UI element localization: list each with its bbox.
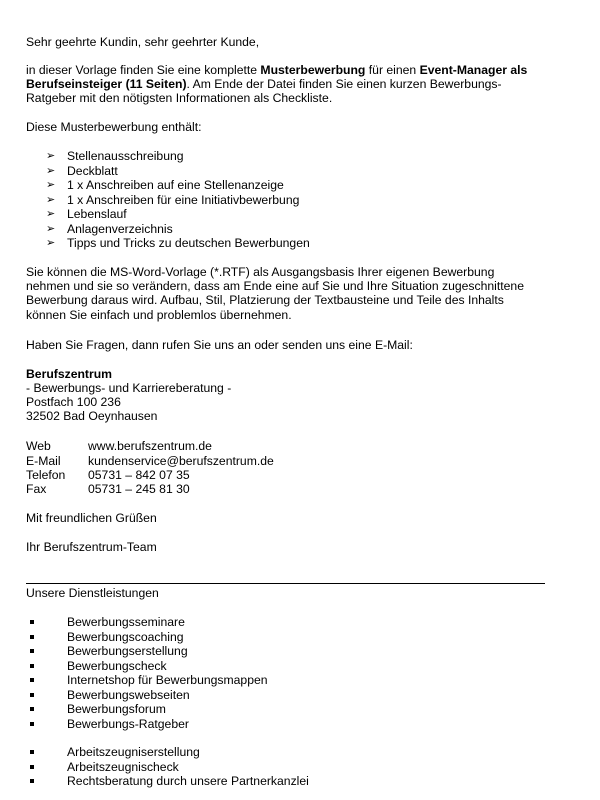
list-item: ➢ Tipps und Tricks zu deutschen Bewerbungen bbox=[46, 236, 310, 250]
square-bullet-icon bbox=[30, 635, 34, 639]
list-item: Bewerbungserstellung bbox=[46, 644, 268, 659]
city: 32502 Bad Oeynhausen bbox=[26, 409, 158, 423]
intro-text-1: in dieser Vorlage finden Sie eine komplette bbox=[26, 63, 261, 77]
square-bullet-icon bbox=[30, 693, 34, 697]
list-item: Bewerbungscoaching bbox=[46, 630, 268, 645]
web-link[interactable]: www.berufszentrum.de bbox=[88, 439, 212, 453]
usage-line-2: nehmen und sie so verändern, dass am Ende eine auf Sie und Ihre Situation zugeschnittene bbox=[26, 279, 524, 293]
list-item: ➢ Lebenslauf bbox=[46, 207, 127, 221]
list-item: Bewerbungsseminare bbox=[46, 615, 268, 630]
arrow-bullet-icon: ➢ bbox=[46, 237, 56, 249]
usage-line-4: können Sie einfach und problemlos übernehmen. bbox=[26, 308, 292, 322]
square-bullet-icon bbox=[30, 678, 34, 682]
contact-label: Fax bbox=[26, 482, 47, 496]
fax-number: 05731 – 245 81 30 bbox=[88, 482, 190, 496]
company-name: Berufszentrum bbox=[26, 367, 113, 381]
list-item: Rechtsberatung durch unsere Partnerkanzlei bbox=[46, 774, 309, 789]
list-item: ➢ 1 x Anschreiben auf eine Stellenanzeige bbox=[46, 178, 284, 192]
divider bbox=[26, 583, 545, 584]
list-item: Bewerbungsforum bbox=[46, 702, 268, 717]
services-list-2 bbox=[46, 745, 309, 789]
square-bullet-icon bbox=[30, 765, 34, 769]
intro-bold-berufseinsteiger: Berufseinsteiger (11 Seiten) bbox=[26, 77, 187, 91]
list-item: ➢ 1 x Anschreiben für eine Initiativbewerbung bbox=[46, 192, 300, 207]
contact-phone bbox=[26, 468, 190, 482]
arrow-bullet-icon: ➢ bbox=[46, 193, 56, 206]
list-item: Arbeitszeugniserstellung bbox=[46, 745, 309, 760]
list-item: Internetshop für Bewerbungsmappen bbox=[46, 673, 268, 688]
square-bullet-icon bbox=[30, 707, 34, 711]
postbox: Postfach 100 236 bbox=[26, 395, 121, 409]
greeting: Sehr geehrte Kundin, sehr geehrter Kunde, bbox=[26, 35, 260, 49]
list-item: ➢ Stellenausschreibung bbox=[46, 149, 184, 163]
square-bullet-icon bbox=[30, 750, 34, 754]
square-bullet-icon bbox=[30, 779, 34, 783]
list-item: Bewerbungswebseiten bbox=[46, 688, 268, 703]
contents-heading: Diese Musterbewerbung enthält: bbox=[26, 120, 202, 134]
contact-label: Web bbox=[26, 439, 51, 453]
usage-line-3: Bewerbung daraus wird. Aufbau, Stil, Platzierung der Textbausteine und Teile des Inhalts bbox=[26, 293, 504, 307]
signature: Ihr Berufszentrum-Team bbox=[26, 540, 157, 554]
intro-text-2: für einen bbox=[365, 63, 420, 77]
questions-text: Haben Sie Fragen, dann rufen Sie uns an oder senden uns eine E-Mail: bbox=[26, 338, 413, 352]
contact-web bbox=[26, 439, 212, 453]
email-link[interactable]: kundenservice@berufszentrum.de bbox=[88, 454, 274, 468]
contact-label: Telefon bbox=[26, 468, 66, 482]
list-item: ➢ Deckblatt bbox=[46, 163, 118, 178]
square-bullet-icon bbox=[30, 620, 34, 624]
contents-list bbox=[46, 149, 310, 251]
list-item: Bewerbungs-Ratgeber bbox=[46, 717, 268, 732]
arrow-bullet-icon: ➢ bbox=[46, 208, 56, 220]
intro-text-3: . Am Ende der Datei finden Sie einen kurzen Bewerbungs- bbox=[186, 77, 502, 91]
square-bullet-icon bbox=[30, 649, 34, 653]
intro-bold-event-manager: Event-Manager als bbox=[419, 63, 528, 77]
company-subtitle: - Bewerbungs- und Karriereberatung - bbox=[26, 381, 232, 395]
arrow-bullet-icon: ➢ bbox=[46, 150, 56, 162]
intro-bold-musterbewerbung: Musterbewerbung bbox=[260, 63, 366, 77]
arrow-bullet-icon: ➢ bbox=[46, 164, 56, 177]
contact-email bbox=[26, 454, 274, 468]
contact-fax bbox=[26, 482, 190, 496]
arrow-bullet-icon: ➢ bbox=[46, 179, 56, 191]
square-bullet-icon bbox=[30, 722, 34, 726]
intro-line-1 bbox=[26, 63, 527, 77]
list-item: ➢ Anlagenverzeichnis bbox=[46, 221, 173, 236]
phone-number: 05731 – 842 07 35 bbox=[88, 468, 190, 482]
intro-line-3: Ratgeber mit den nötigsten Informationen als Checkliste. bbox=[26, 91, 333, 105]
arrow-bullet-icon: ➢ bbox=[46, 222, 56, 235]
list-item: Arbeitszeugnischeck bbox=[46, 760, 309, 775]
services-list-1 bbox=[46, 615, 268, 731]
list-item: Bewerbungscheck bbox=[46, 659, 268, 674]
services-heading: Unsere Dienstleistungen bbox=[26, 586, 159, 600]
contact-label: E-Mail bbox=[26, 454, 61, 468]
usage-line-1: Sie können die MS-Word-Vorlage (*.RTF) als Ausgangsbasis Ihrer eigenen Bewerbung bbox=[26, 265, 495, 279]
intro-line-2 bbox=[26, 77, 502, 91]
square-bullet-icon bbox=[30, 664, 34, 668]
closing: Mit freundlichen Grüßen bbox=[26, 511, 157, 525]
